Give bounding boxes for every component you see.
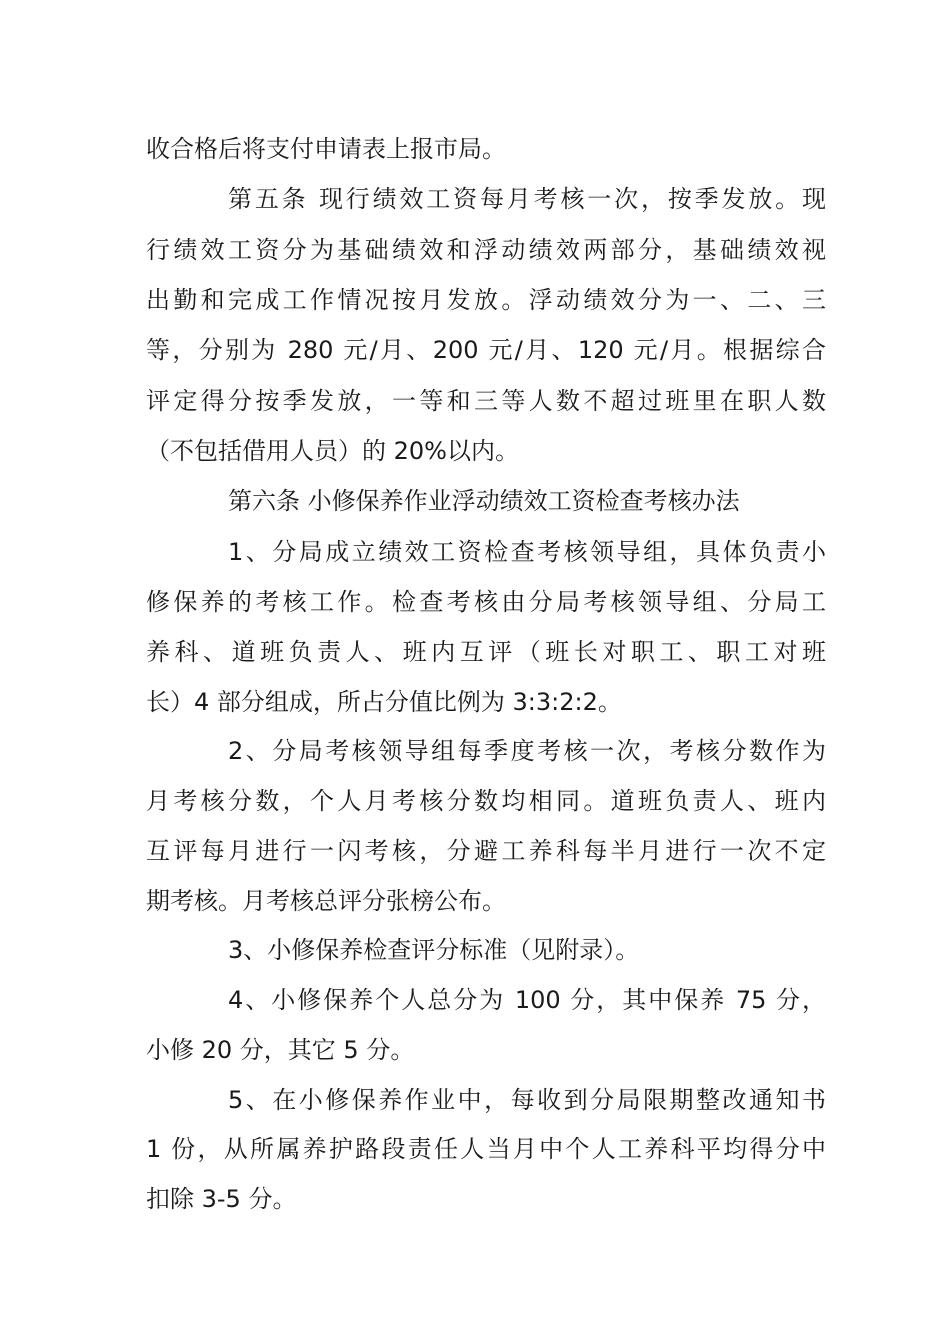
- text-line-7: （不包括借用人员）的 20%以内。: [146, 437, 519, 465]
- text-line-19: 小修 20 分，其它 5 分。: [146, 1036, 415, 1064]
- text-line-18: 4、小修保养个人总分为 100 分，其中保养 75 分，: [228, 986, 826, 1014]
- text-line-21: 1 份，从所属养护路段责任人当月中个人工养科平均得分中: [146, 1135, 826, 1163]
- text-line-11: 养科、道班负责人、班内互评（班长对职工、职工对班: [146, 638, 826, 666]
- text-line-20: 5、在小修保养作业中，每收到分局限期整改通知书: [228, 1086, 826, 1114]
- text-line-16: 期考核。月考核总评分张榜公布。: [146, 887, 506, 915]
- text-line-17: 3、小修保养检查评分标准（见附录）。: [228, 936, 640, 964]
- text-line-1: 收合格后将支付申请表上报市局。: [146, 135, 506, 163]
- text-line-2: 第五条 现行绩效工资每月考核一次，按季发放。现: [228, 185, 826, 213]
- text-line-10: 修保养的考核工作。检查考核由分局考核领导组、分局工: [146, 588, 826, 616]
- text-line-14: 月考核分数，个人月考核分数均相同。道班负责人、班内: [146, 787, 826, 815]
- text-line-5: 等，分别为 280 元/月、200 元/月、120 元/月。根据综合: [146, 336, 826, 364]
- text-line-15: 互评每月进行一闪考核，分避工养科每半月进行一次不定: [146, 837, 826, 865]
- text-line-3: 行绩效工资分为基础绩效和浮动绩效两部分，基础绩效视: [146, 236, 826, 264]
- text-line-8: 第六条 小修保养作业浮动绩效工资检查考核办法: [228, 487, 740, 515]
- text-line-4: 出勤和完成工作情况按月发放。浮动绩效分为一、二、三: [146, 286, 826, 314]
- text-line-6: 评定得分按季发放，一等和三等人数不超过班里在职人数: [146, 387, 826, 415]
- text-line-9: 1、分局成立绩效工资检查考核领导组，具体负责小: [228, 538, 826, 566]
- text-line-12: 长）4 部分组成，所占分值比例为 3:3:2:2。: [146, 688, 622, 716]
- text-line-13: 2、分局考核领导组每季度考核一次，考核分数作为: [228, 737, 826, 765]
- text-line-22: 扣除 3-5 分。: [146, 1185, 297, 1213]
